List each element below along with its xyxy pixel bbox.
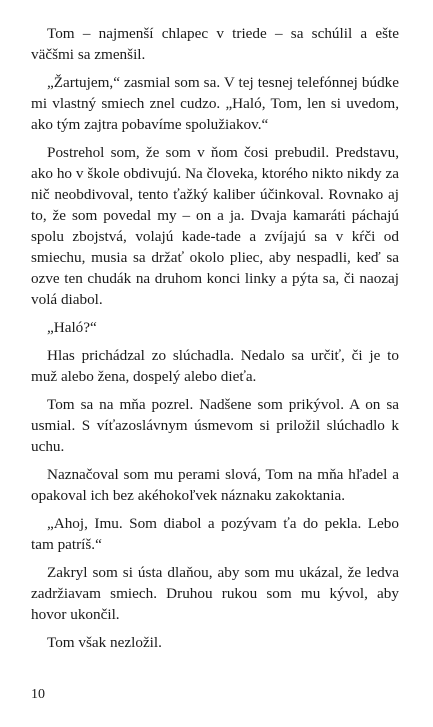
paragraph: Hlas prichádzal zo slúchadla. Nedalo sa určiť, či je to muž alebo žena, dospelý alebo dieťa. (31, 347, 399, 385)
paragraph: Postrehol som, že som v ňom čosi prebudil. Predstavu, ako ho v škole obdivujú. Na človeka, ktorého nikto nikdy za nič neobdivoval, tento ťažký kaliber účinkoval. Rovnako aj to, že som povedal my – on a ja. Dvaja kamaráti páchajú spolu zbojstvá, volajú kade-tade a zvíjajú sa v kŕči od smiechu, musia sa držať okolo pliec, aby nespadli, keď sa ozve ten chudák na druhom konci linky a pýta sa, či naozaj volá diabol. (31, 144, 399, 308)
paragraph: Tom sa na mňa pozrel. Nadšene som prikývol. A on sa usmial. S víťazoslávnym úsmevom si priložil slúchadlo k uchu. (31, 396, 399, 455)
paragraph: „Haló?“ (47, 319, 97, 336)
body-text (31, 23, 399, 660)
paragraph: Tom – najmenší chlapec v triede – sa schúlil a ešte väčšmi sa zmenšil. (31, 25, 399, 63)
paragraph: Zakryl som si ústa dlaňou, aby som mu ukázal, že ledva zadržiavam smiech. Druhou rukou som mu kývol, aby hovor ukončil. (31, 564, 399, 623)
paragraph: Tom však nezložil. (47, 634, 162, 651)
paragraph: „Žartujem,“ zasmial som sa. V tej tesnej telefónnej búdke mi vlastný smiech znel cudzo. „Haló, Tom, len si uvedom, ako tým zajtra pobavíme spolužiakov.“ (31, 74, 399, 133)
page-number: 10 (31, 687, 45, 702)
paragraph: „Ahoj, Imu. Som diabol a pozývam ťa do pekla. Lebo tam patríš.“ (31, 515, 399, 553)
paragraph: Naznačoval som mu perami slová, Tom na mňa hľadel a opakoval ich bez akéhokoľvek náznaku zakoktania. (31, 466, 399, 504)
